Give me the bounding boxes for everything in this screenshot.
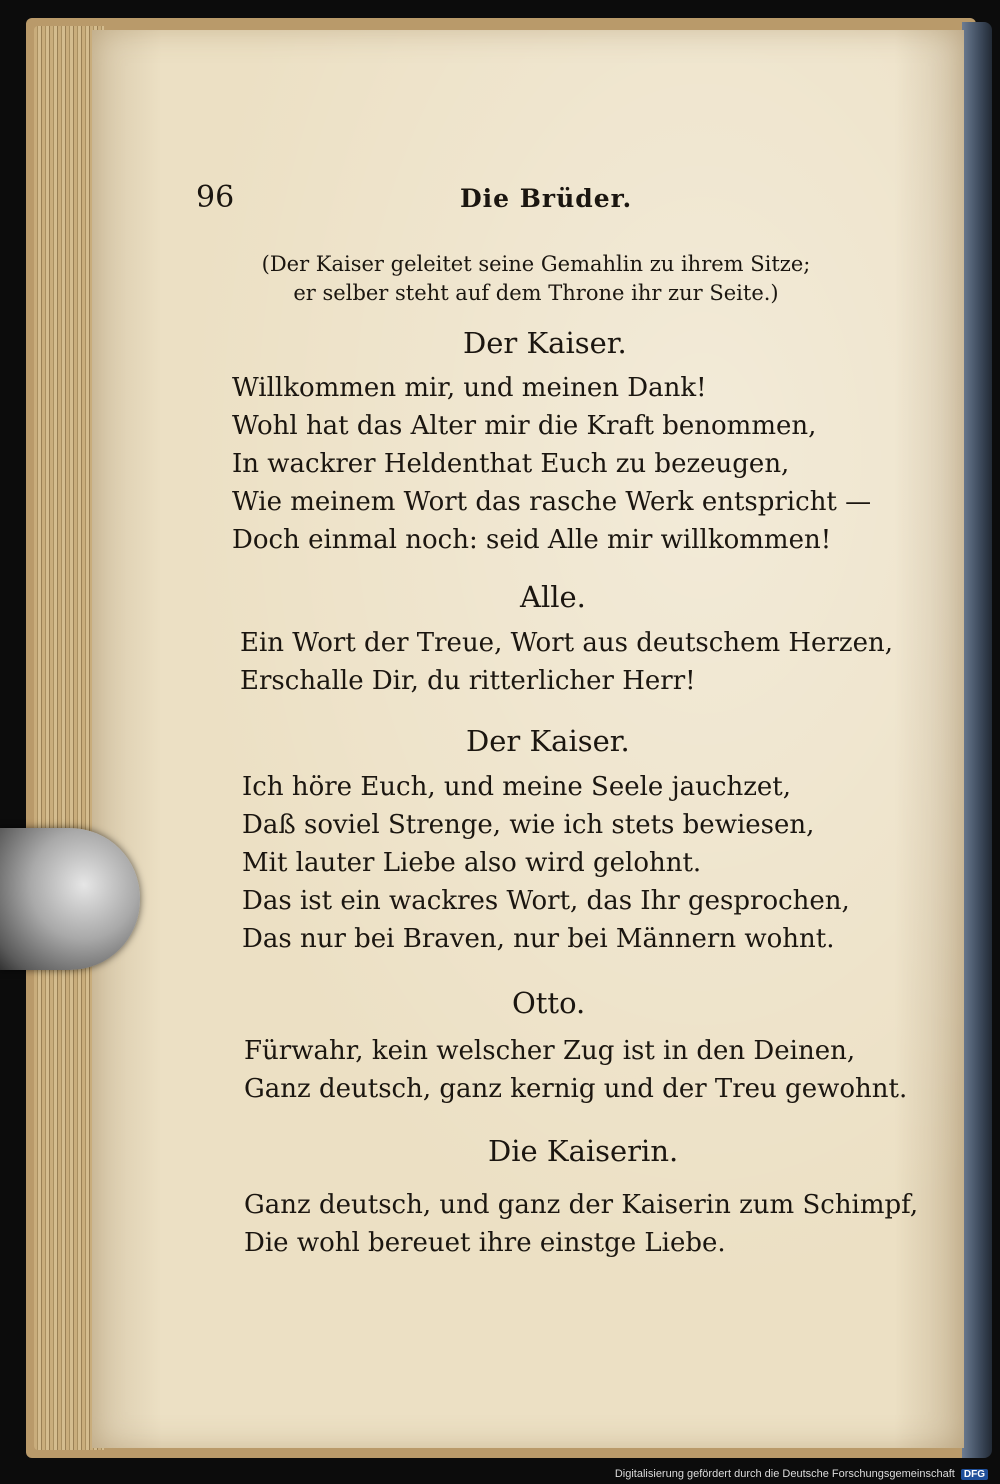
verse-line: Das nur bei Braven, nur bei Männern wohnt. (242, 924, 835, 954)
verse-line: Wohl hat das Alter mir die Kraft benommen, (232, 411, 817, 441)
verse-line: In wackrer Heldenthat Euch zu bezeugen, (232, 449, 790, 479)
running-head: Die Brüder. (460, 184, 633, 213)
speaker-label: Die Kaiserin. (488, 1134, 679, 1168)
scanner-thumb (0, 828, 140, 970)
verse-line: Ich höre Euch, und meine Seele jauchzet, (242, 772, 791, 802)
speaker-label: Der Kaiser. (463, 326, 627, 360)
verse-line: Daß soviel Strenge, wie ich stets bewiesen, (242, 810, 815, 840)
verse-line: Die wohl bereuet ihre einstge Liebe. (244, 1228, 726, 1258)
page-number: 96 (196, 180, 235, 215)
stage-direction (196, 250, 876, 308)
verse-line: Ganz deutsch, und ganz der Kaiserin zum Schimpf, (244, 1190, 919, 1220)
dfg-logo: DFG (961, 1469, 988, 1480)
verse-line: Ein Wort der Treue, Wort aus deutschem Herzen, (240, 628, 893, 658)
book-back-cover-edge (962, 22, 992, 1458)
speaker-label: Der Kaiser. (466, 724, 630, 758)
verse-line: Fürwahr, kein welscher Zug ist in den Deinen, (244, 1036, 856, 1066)
verse-line: Mit lauter Liebe also wird gelohnt. (242, 848, 702, 878)
stage-direction-line: er selber steht auf dem Throne ihr zur Seite.) (293, 281, 779, 305)
verse-line: Ganz deutsch, ganz kernig und der Treu gewohnt. (244, 1074, 908, 1104)
digitization-credit (615, 1468, 988, 1480)
verse-line: Erschalle Dir, du ritterlicher Herr! (240, 666, 696, 696)
stage-direction-line: (Der Kaiser geleitet seine Gemahlin zu ihrem Sitze; (261, 252, 811, 276)
verse-line: Doch einmal noch: seid Alle mir willkommen! (232, 525, 832, 555)
verse-line: Wie meinem Wort das rasche Werk entspricht — (232, 487, 872, 517)
speaker-label: Otto. (512, 986, 586, 1020)
verse-line: Willkommen mir, und meinen Dank! (232, 373, 707, 403)
credit-text: Digitalisierung gefördert durch die Deutsche Forschungsgemeinschaft (614, 1468, 955, 1480)
speaker-label: Alle. (520, 580, 586, 614)
verse-line: Das ist ein wackres Wort, das Ihr gesprochen, (242, 886, 850, 916)
